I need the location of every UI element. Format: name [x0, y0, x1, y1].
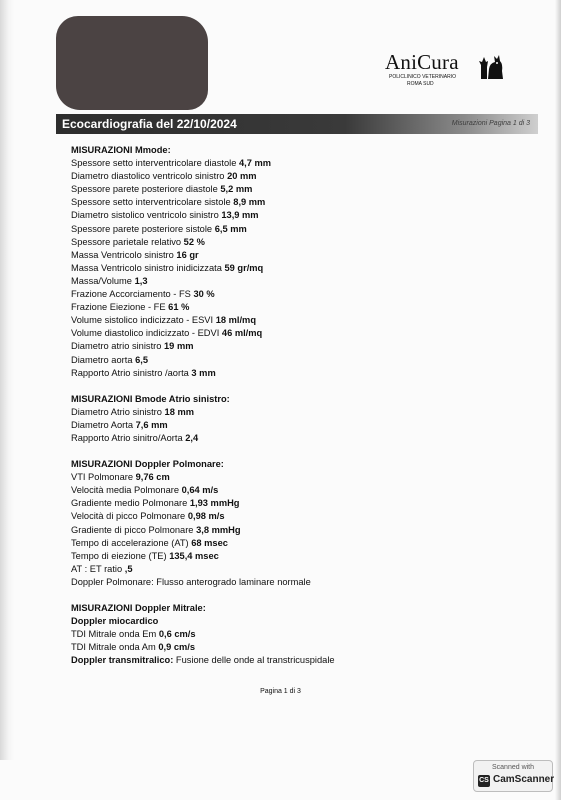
measurements-content: [71, 144, 511, 680]
measurement-label: Spessore parete posteriore diastole: [71, 184, 218, 195]
scan-shadow-right: [555, 0, 561, 800]
measurement-value: 0,6 cm/s: [158, 629, 196, 640]
measurement-row: [71, 654, 511, 667]
measurement-value: 7,6 mm: [135, 419, 168, 430]
measurement-value: 6,5 mm: [214, 223, 247, 234]
measurement-label: Rapporto Atrio sinitro/Aorta: [71, 432, 183, 443]
measurement-label: Rapporto Atrio sinistro /aorta: [71, 367, 189, 378]
measurement-value: 6,5: [135, 354, 149, 365]
redacted-patient-info: [56, 16, 208, 110]
measurement-value: 13,9 mm: [221, 210, 259, 221]
measurement-value: 18 ml/mq: [215, 315, 257, 326]
measurement-value: 8,9 mm: [233, 197, 266, 208]
measurement-value: 68 msec: [191, 537, 228, 548]
measurement-label: Doppler Polmonare: Flusso anterogrado laminare normale: [71, 576, 311, 587]
measurement-row: [71, 196, 511, 209]
measurement-value: 30 %: [193, 289, 215, 300]
measurement-value: 1,3: [134, 275, 148, 286]
measurement-row: [71, 432, 511, 445]
measurement-section: [71, 458, 511, 589]
measurement-value: 3,8 mmHg: [196, 524, 241, 535]
measurement-row: [71, 354, 511, 367]
measurement-label: Diametro diastolico ventricolo sinistro: [71, 171, 225, 182]
measurement-row: [71, 406, 511, 419]
measurement-row: [71, 275, 511, 288]
section-title: MISURAZIONI Doppler Polmonare:: [71, 459, 224, 470]
section-title: MISURAZIONI Doppler Mitrale:: [71, 603, 206, 613]
measurement-row: [71, 497, 511, 510]
measurement-value: 4,7 mm: [238, 158, 272, 169]
watermark-caption: Scanned with: [491, 764, 535, 771]
measurement-value: ,5: [124, 563, 133, 574]
measurement-value: 16 gr: [176, 249, 199, 260]
measurement-row: [71, 327, 511, 340]
measurement-row: [71, 550, 511, 563]
measurement-value: 52 %: [183, 236, 205, 247]
section-title: MISURAZIONI Mmode:: [71, 145, 171, 155]
measurement-row: [71, 510, 511, 523]
measurement-value: 9,76 cm: [135, 472, 170, 483]
measurement-row: [71, 524, 511, 537]
measurement-value: 1,93 mmHg: [189, 498, 240, 509]
measurement-value: 0,98 m/s: [187, 511, 225, 522]
measurement-value: 19 mm: [164, 341, 194, 352]
measurement-row: [71, 367, 511, 380]
measurement-row: [71, 157, 511, 170]
measurement-label: Gradiente di picco Polmonare: [71, 524, 194, 535]
measurement-label: Velocità di picco Polmonare: [71, 511, 186, 522]
logo-subtitle-line2: ROMA SUD: [407, 81, 434, 87]
measurement-section: [71, 393, 511, 445]
dog-cat-logo-icon: [478, 51, 504, 81]
measurement-label: Diametro Aorta: [71, 419, 134, 430]
measurement-value: 0,64 m/s: [181, 485, 219, 496]
measurement-label: Tempo di eiezione (TE): [71, 550, 167, 561]
measurement-value: 2,4: [185, 432, 199, 443]
measurement-note: Fusione delle onde al transtricuspidale: [175, 655, 335, 666]
measurement-label: Spessore parete posteriore sistole: [71, 223, 213, 234]
measurement-row: [71, 419, 511, 432]
measurement-row: [71, 628, 511, 641]
measurement-label: TDI Mitrale onda Am: [71, 642, 156, 653]
measurement-row: [71, 537, 511, 550]
measurement-label: Diametro aorta: [71, 354, 133, 365]
section-title: MISURAZIONI Bmode Atrio sinistro:: [71, 393, 230, 404]
measurement-label: Gradiente medio Polmonare: [71, 498, 188, 509]
measurement-value: 59 gr/mq: [224, 262, 264, 273]
measurement-value: Doppler miocardico: [71, 616, 159, 627]
camscanner-logo-icon: CS: [478, 775, 490, 787]
measurement-section: [71, 602, 511, 667]
measurement-value: 0,9 cm/s: [158, 642, 196, 653]
measurement-label: Massa Ventricolo sinistro: [71, 249, 174, 260]
measurement-value: 61 %: [168, 302, 190, 313]
report-title: Ecocardiografia del 22/10/2024: [62, 117, 237, 131]
measurement-row: [71, 223, 511, 236]
measurement-label: Spessore setto interventricolare sistole: [71, 197, 231, 208]
measurement-label: AT : ET ratio: [71, 563, 123, 574]
measurement-label: TDI Mitrale onda Em: [71, 629, 157, 640]
measurement-row: [71, 236, 511, 249]
measurement-value: 135,4 msec: [169, 550, 219, 561]
measurement-row: [71, 183, 511, 196]
measurement-label: Massa Ventricolo sinistro inidicizzata: [71, 262, 222, 273]
measurement-row: [71, 170, 511, 183]
measurement-label: Diametro Atrio sinistro: [71, 406, 162, 417]
scan-shadow-left: [0, 0, 14, 760]
measurement-label: Volume sistolico indicizzato - ESVI: [71, 315, 214, 326]
header-page-label: Misurazioni Pagina 1 di 3: [451, 120, 530, 127]
measurement-value: 3 mm: [191, 367, 216, 378]
report-header-bar: [56, 114, 538, 134]
measurement-row: [71, 209, 511, 222]
measurement-label: Velocità media Polmonare: [71, 485, 180, 496]
measurement-label: VTI Polmonare: [71, 472, 134, 483]
page-footer: Pagina 1 di 3: [260, 688, 301, 695]
measurement-value: 20 mm: [227, 171, 257, 182]
measurement-label: Massa/Volume: [71, 275, 132, 286]
measurement-label: Diametro sistolico ventricolo sinistro: [71, 210, 219, 221]
logo-name: AniCura: [385, 50, 459, 74]
measurement-row: [71, 288, 511, 301]
measurement-value: 18 mm: [164, 406, 194, 417]
measurement-label: Diametro atrio sinistro: [71, 341, 162, 352]
measurement-row: [71, 301, 511, 314]
camscanner-watermark: [473, 760, 553, 792]
measurement-label: Frazione Eiezione - FE: [71, 302, 166, 313]
measurement-label: Spessore setto interventricolare diastole: [71, 158, 237, 169]
logo-subtitle-line1: POLICLINICO VETERINARIO: [389, 74, 456, 80]
measurement-row: [71, 471, 511, 484]
anicura-logo: [385, 48, 510, 92]
measurement-value: 46 ml/mq: [221, 328, 263, 339]
measurement-row: [71, 249, 511, 262]
measurement-row: [71, 615, 511, 628]
measurement-label: Frazione Accorciamento - FS: [71, 289, 191, 300]
measurement-value: Doppler transmitralico:: [71, 655, 174, 666]
measurement-section: [71, 144, 511, 380]
watermark-brand: CamScanner: [493, 774, 555, 785]
measurement-row: [71, 262, 511, 275]
measurement-row: [71, 576, 511, 589]
measurement-value: 5,2 mm: [220, 184, 253, 195]
measurement-row: [71, 314, 511, 327]
measurement-row: [71, 563, 511, 576]
measurement-row: [71, 641, 511, 654]
measurement-row: [71, 340, 511, 353]
measurement-label: Tempo di accelerazione (AT): [71, 537, 189, 548]
measurement-label: Volume diastolico indicizzato - EDVI: [71, 328, 220, 339]
measurement-label: Spessore parietale relativo: [71, 236, 182, 247]
measurement-row: [71, 484, 511, 497]
